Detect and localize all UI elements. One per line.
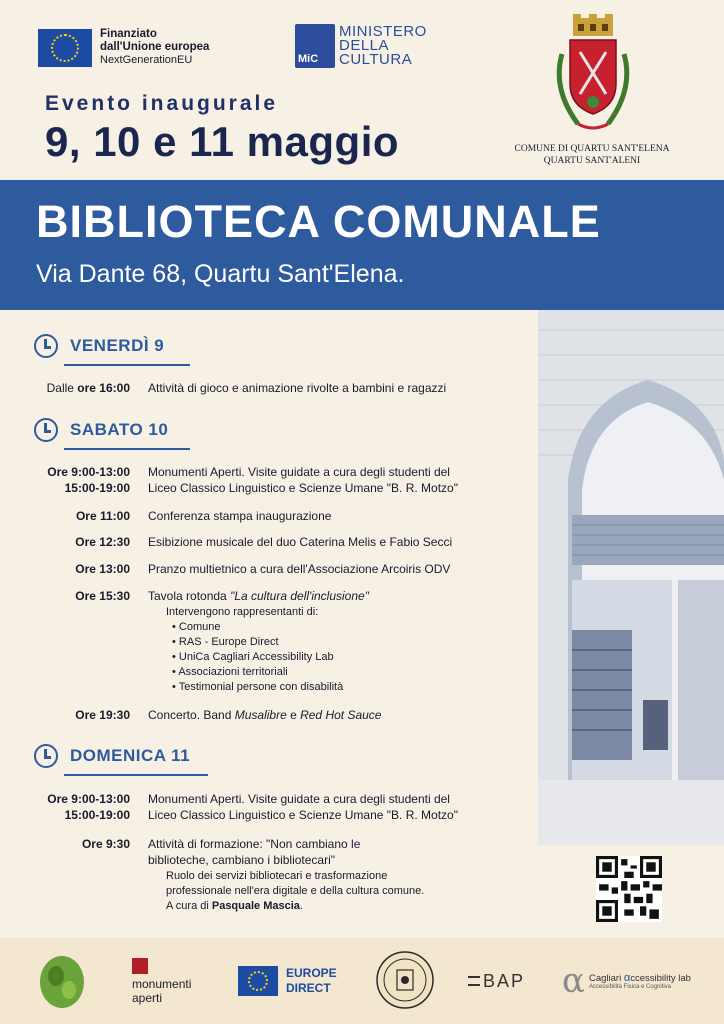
- day-header-friday: [34, 334, 164, 358]
- eu-funding-text: [100, 28, 209, 67]
- comune-name: COMUNE DI QUARTU SANT'ELENA QUARTU SANT'ALENI: [514, 144, 670, 166]
- divider: [64, 448, 190, 450]
- time-saturday-3: Ore 12:30: [75, 535, 130, 549]
- time-saturday-2: Ore 11:00: [75, 509, 130, 523]
- university-seal-icon: [375, 950, 435, 1010]
- leaf-logo-icon: [36, 950, 88, 1012]
- event-dates: 9, 10 e 11 maggio: [45, 118, 400, 165]
- time-saturday-1: Ore 9:00-13:00 15:00-19:00: [47, 465, 130, 495]
- time-sunday-2: Ore 9:30: [81, 837, 130, 851]
- desc-sunday-2-sub: Ruolo dei servizi bibliotecari e trasformazione professionale nell'era digitale e della cultura comune. A cura di Pasquale Mascia.: [166, 870, 425, 912]
- desc-saturday-2: Conferenza stampa inaugurazione: [148, 509, 332, 523]
- mic-line-1: MINISTERO: [339, 23, 427, 40]
- cagliari-accessibility-lab-logo: α Cagliari αccessibility lab Accessibilità Fisica e Cognitiva: [562, 961, 691, 1001]
- mic-line-2: DELLA: [339, 37, 390, 54]
- eu-line-3: NextGenerationEU: [100, 54, 193, 66]
- monumenti-aperti-logo: monumenti aperti: [132, 938, 191, 1024]
- clock-icon: [34, 334, 58, 358]
- list-item: • UniCa Cagliari Accessibility Lab: [172, 650, 343, 665]
- time-saturday-4: Ore 13:00: [75, 562, 130, 576]
- desc-saturday-1: Monumenti Aperti. Visite guidate a cura degli studenti del Liceo Classico Linguistico e Scienze Umane "B. R. Motzo": [148, 465, 458, 495]
- eu-flag-icon: [238, 966, 278, 996]
- desc-saturday-5: Tavola rotonda "La cultura dell'inclusione": [148, 589, 369, 603]
- list-item: • Testimonial persone con disabilità: [172, 680, 343, 695]
- divider: [64, 774, 208, 776]
- time-saturday-5: Ore 15:30: [75, 589, 130, 603]
- divider: [64, 364, 190, 366]
- desc-saturday-4: Pranzo multietnico a cura dell'Associazione Arcoiris ODV: [148, 562, 451, 576]
- qr-code-icon[interactable]: [596, 856, 662, 922]
- clock-icon: [34, 744, 58, 768]
- day-label: DOMENICA 11: [70, 746, 191, 765]
- mic-badge: MiC: [295, 24, 335, 68]
- eu-line-2: dall'Unione europea: [100, 41, 210, 53]
- list-item: • Associazioni territoriali: [172, 665, 343, 680]
- bap-logo: BAP: [468, 938, 525, 1024]
- day-label: VENERDÌ 9: [70, 336, 165, 355]
- event-subtitle: Evento inaugurale: [45, 92, 279, 115]
- title-banner: [0, 180, 724, 310]
- desc-sunday-1: Monumenti Aperti. Visite guidate a cura degli studenti del Liceo Classico Linguistico e Scienze Umane "B. R. Motzo": [148, 792, 458, 822]
- day-header-sunday: [34, 744, 190, 768]
- desc-sunday-2: Attività di formazione: "Non cambiano le biblioteche, cambiano i bibliotecari": [148, 837, 361, 867]
- monumenti-icon: [132, 958, 148, 974]
- day-label: SABATO 10: [70, 420, 169, 439]
- partners-footer: [0, 938, 724, 1024]
- day-header-saturday: [34, 418, 168, 442]
- ministero-cultura-logo: [295, 24, 427, 68]
- desc-saturday-6: Concerto. Band Musalibre e Red Hot Sauce: [148, 708, 382, 722]
- library-entrance-photo: [538, 310, 724, 845]
- eu-flag-icon: [38, 29, 92, 67]
- desc-saturday-5-sub: Intervengono rappresentanti di:: [166, 606, 319, 618]
- list-item: • Comune: [172, 620, 343, 635]
- time-sunday-1: Ore 9:00-13:00 15:00-19:00: [47, 792, 130, 822]
- eu-funding-logo: [38, 28, 209, 67]
- coat-of-arms-icon: [548, 14, 638, 139]
- bap-mark-icon: [468, 976, 480, 986]
- europe-direct-logo: EUROPE DIRECT: [238, 938, 337, 1024]
- eu-line-1: Finanziato: [100, 28, 157, 40]
- accessibility-a-icon: α: [623, 972, 631, 984]
- time-saturday-6: Ore 19:30: [75, 708, 130, 722]
- event-address: Via Dante 68, Quartu Sant'Elena.: [36, 260, 405, 288]
- mic-line-3: CULTURA: [339, 51, 413, 68]
- desc-saturday-3: Esibizione musicale del duo Caterina Melis e Fabio Secci: [148, 535, 453, 549]
- event-title: BIBLIOTECA COMUNALE: [36, 196, 601, 247]
- speakers-list: [172, 620, 343, 695]
- clock-icon: [34, 418, 58, 442]
- alpha-icon: α: [562, 961, 585, 1001]
- time-friday-1: Dalle ore 16:00: [46, 381, 130, 395]
- list-item: • RAS - Europe Direct: [172, 635, 343, 650]
- desc-friday-1: Attività di gioco e animazione rivolte a bambini e ragazzi: [148, 381, 447, 395]
